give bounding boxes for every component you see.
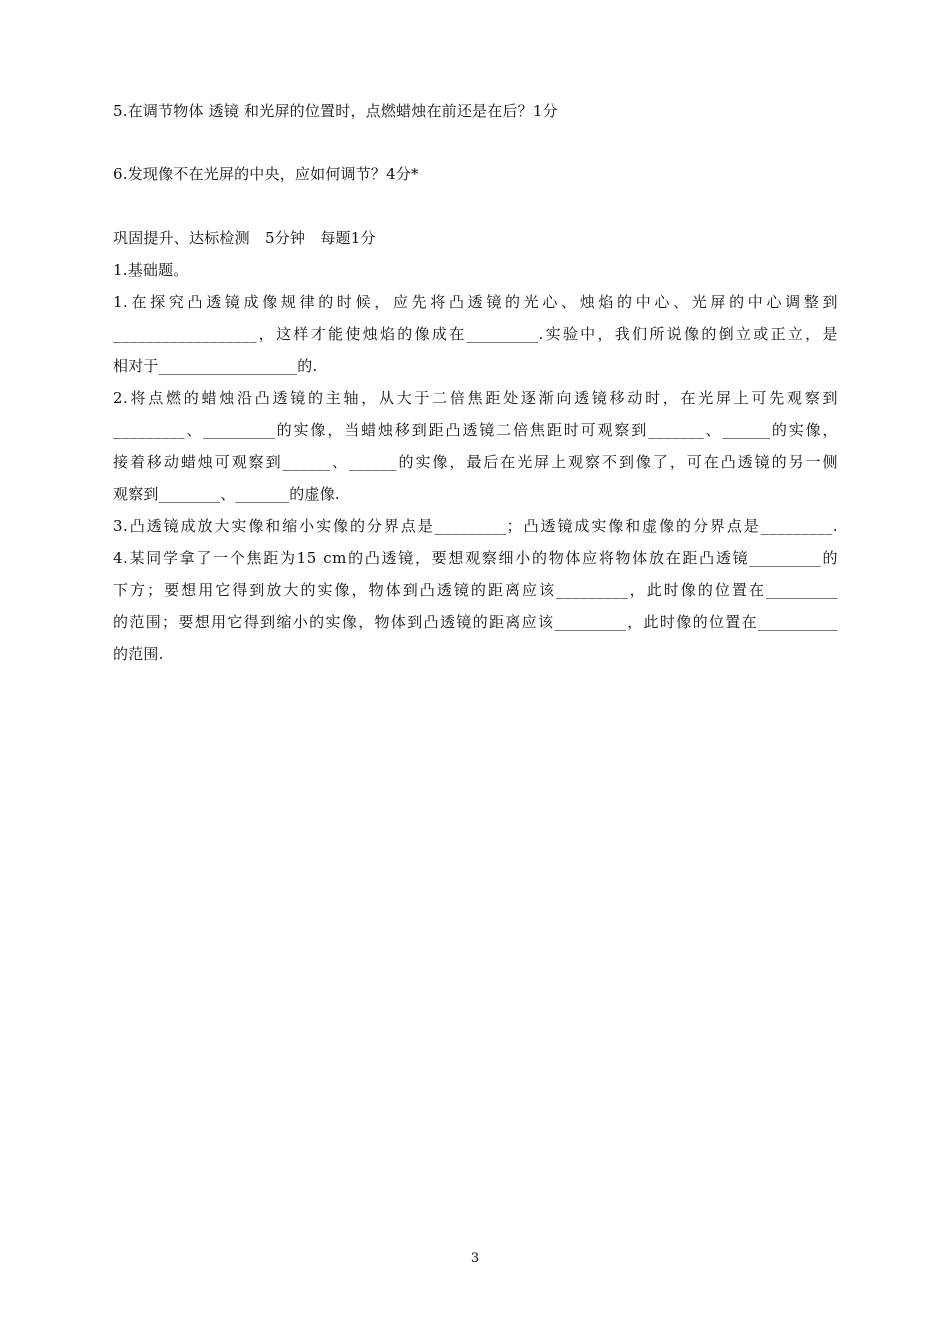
- exercise-1-line-1: 1.在探究凸透镜成像规律的时候，应先将凸透镜的光心、烛焰的中心、光屏的中心调整到: [113, 293, 838, 311]
- question-6: 6.发现像不在光屏的中央，应如何调节？4分*: [113, 165, 419, 183]
- exercise-3-line-1: 3.凸透镜成放大实像和缩小实像的分界点是_________；凸透镜成实像和虚像的分界点是_________.: [113, 517, 838, 535]
- section-subheading: 1.基础题。: [113, 261, 189, 279]
- question-5: 5.在调节物体 透镜 和光屏的位置时，点燃蜡烛在前还是在后？1分: [113, 102, 558, 120]
- exercise-4-line-4: 的范围.: [113, 645, 164, 663]
- exercise-2-line-4: 观察到________、_______的虚像.: [113, 485, 340, 503]
- section-heading: 巩固提升、达标检测 5分钟 每题1分: [113, 229, 376, 247]
- exercise-1-line-3: 相对于__________________的.: [113, 357, 318, 375]
- exercise-2-line-1: 2.将点燃的蜡烛沿凸透镜的主轴，从大于二倍焦距处逐渐向透镜移动时，在光屏上可先观察到: [113, 389, 838, 407]
- exercise-2-line-2: _________、_________的实像，当蜡烛移到距凸透镜二倍焦距时可观察到_______、______的实像，: [113, 421, 838, 439]
- page-number: 3: [470, 1251, 480, 1266]
- exercise-4-line-3: 的范围；要想用它得到缩小的实像，物体到凸透镜的距离应该_________，此时像的位置在__________: [113, 613, 838, 631]
- exercise-4-line-1: 4.某同学拿了一个焦距为15 cm的凸透镜，要想观察细小的物体应将物体放在距凸透镜_________的: [113, 549, 838, 567]
- exercise-2-line-3: 接着移动蜡烛可观察到______、______的实像，最后在光屏上观察不到像了，可在凸透镜的另一侧: [113, 453, 838, 471]
- exercise-4-line-2: 下方；要想用它得到放大的实像，物体到凸透镜的距离应该_________，此时像的位置在_________: [113, 581, 838, 599]
- exercise-1-line-2: __________________，这样才能使烛焰的像成在_________.实验中，我们所说像的倒立或正立，是: [113, 325, 838, 343]
